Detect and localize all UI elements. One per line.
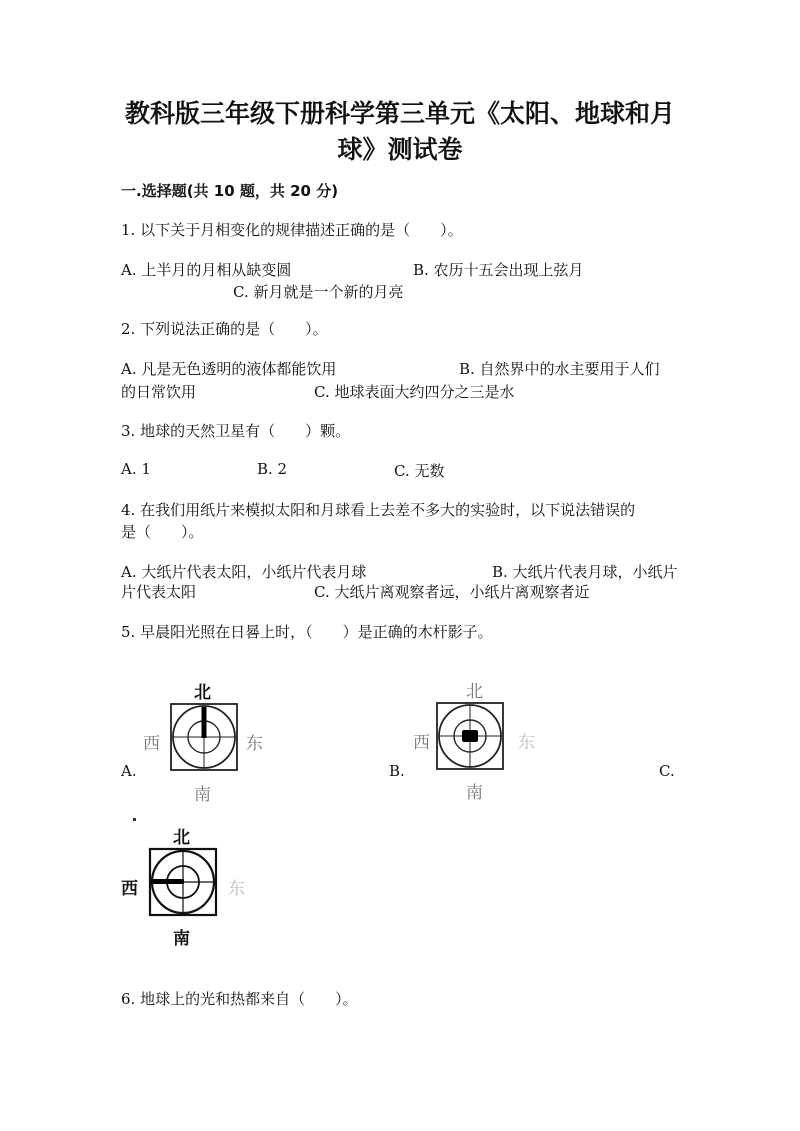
question-4-line1: 4. 在我们用纸片来模拟太阳和月球看上去差不多大的实验时，以下说法错误的 [121,501,636,519]
east-label: 东 [518,733,535,753]
q3-option-b: B. 2 [257,460,288,478]
south-label: 南 [194,785,211,805]
question-4-line2: 是（ ）。 [121,523,204,541]
q2-option-b: B. 自然界中的水主要用于人们 [459,360,660,378]
q5-option-c: C. [659,762,675,780]
question-5: 5. 早晨阳光照在日晷上时，（ ）是正确的木杆影子。 [121,623,493,641]
east-label: 东 [228,879,245,899]
south-label: 南 [173,929,190,949]
north-label: 北 [194,683,211,703]
q3-option-c: C. 无数 [394,462,445,480]
q1-option-b: B. 农历十五会出现上弦月 [413,261,584,279]
south-label: 南 [466,783,483,803]
q4-option-a: A. 大纸片代表太阳，小纸片代表月球 [121,563,367,581]
section-header: 一.选择题(共 10 题，共 20 分) [121,182,339,200]
ink-dot [133,818,136,821]
q4-option-b: B. 大纸片代表月球，小纸片 [492,563,678,581]
north-label: 北 [466,682,483,702]
q4-option-c: C. 大纸片离观察者远，小纸片离观察者近 [314,583,590,601]
q4-option-b-cont: 片代表太阳 [121,583,197,601]
west-label: 西 [413,733,430,753]
east-label: 东 [246,734,263,754]
q2-option-c: C. 地球表面大约四分之三是水 [314,383,515,401]
q5-option-b: B. [389,762,405,780]
page-title-line2: 球》测试卷 [337,135,463,164]
north-label: 北 [173,828,190,848]
q5-option-a: A. [121,762,137,780]
question-1: 1. 以下关于月相变化的规律描述正确的是（ ）。 [121,221,463,239]
question-2: 2. 下列说法正确的是（ ）。 [121,320,328,338]
page-title-line1: 教科版三年级下册科学第三单元《太阳、地球和月 [124,99,675,128]
q1-option-c: C. 新月就是一个新的月亮 [233,283,404,301]
question-6: 6. 地球上的光和热都来自（ ）。 [121,990,358,1008]
sundial-c-icon [149,848,217,916]
west-label: 西 [121,879,138,899]
west-label: 西 [143,734,160,754]
sundial-a-icon [170,703,238,771]
q2-option-a: A. 凡是无色透明的液体都能饮用 [121,360,337,378]
q3-option-a: A. 1 [121,460,151,478]
sundial-b-icon [436,702,504,770]
q2-option-b-cont: 的日常饮用 [121,383,197,401]
question-3: 3. 地球的天然卫星有（ ）颗。 [121,422,351,440]
q1-option-a: A. 上半月的月相从缺变圆 [121,261,292,279]
